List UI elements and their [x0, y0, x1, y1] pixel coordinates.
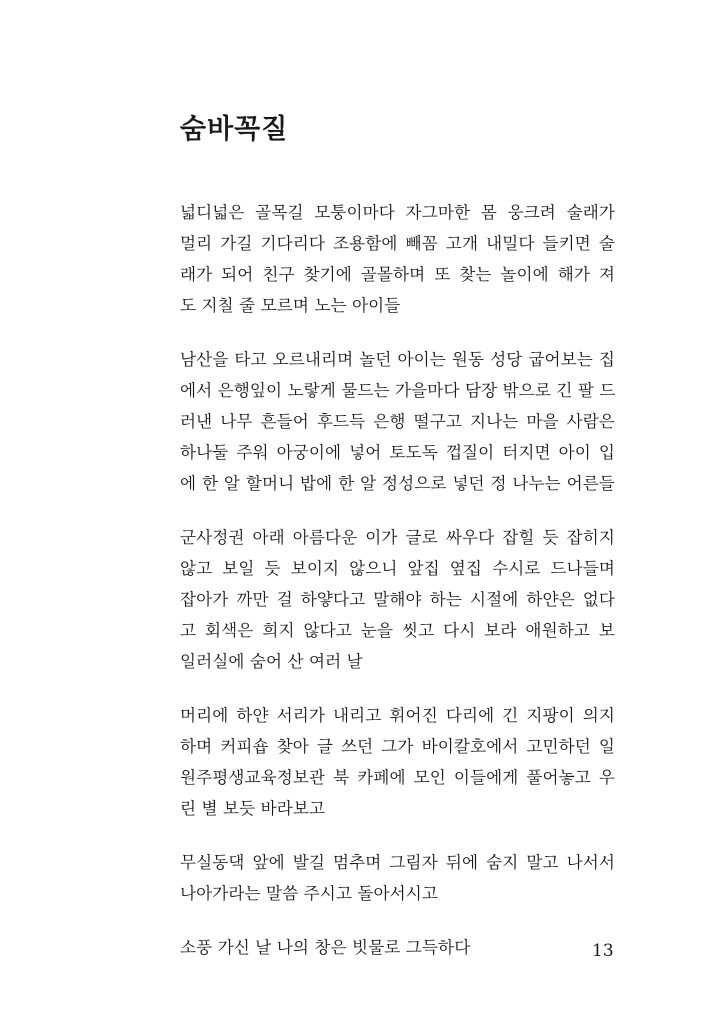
poem-line: 고 회색은 희지 않다고 눈을 씻고 다시 보라 애원하고 보 [180, 621, 615, 640]
poem-line: 넓디넓은 골목길 모퉁이마다 자그마한 몸 웅크려 술래가 [180, 203, 615, 222]
stanza [180, 344, 615, 499]
poem-title: 숨바꼭질 [180, 114, 289, 145]
stanza [180, 932, 615, 963]
poem-body [180, 197, 615, 986]
stanza [180, 847, 615, 909]
poem-line: 무실동댁 앞에 발길 멈추며 그림자 뒤에 숨지 말고 나서서 [180, 853, 615, 872]
poem-line: 소풍 가신 날 나의 창은 빗물로 그득하다 [180, 938, 471, 957]
poem-line: 하며 커피숍 찾아 글 쓰던 그가 바이칼호에서 고민하던 일 [180, 737, 615, 756]
poem-line: 잡아가 까만 걸 하얗다고 말해야 하는 시절에 하얀은 없다 [180, 590, 615, 609]
poem-line: 나아가라는 말씀 주시고 돌아서시고 [180, 884, 439, 903]
stanza [180, 700, 615, 824]
poem-line: 않고 보일 듯 보이지 않으니 앞집 옆집 수시로 드나들며 [180, 559, 615, 578]
poem-line: 일러실에 숨어 산 여러 날 [180, 652, 363, 671]
poem-line: 도 지칠 줄 모르며 노는 아이들 [180, 296, 401, 315]
stanza [180, 522, 615, 677]
poem-line: 래가 되어 친구 찾기에 골몰하며 또 찾는 놀이에 해가 져 [180, 265, 615, 284]
page-number: 13 [592, 941, 614, 961]
poem-line: 에서 은행잎이 노랗게 물드는 가을마다 담장 밖으로 긴 팔 드 [180, 381, 616, 400]
stanza [180, 197, 615, 321]
poem-line: 멀리 가길 기다리다 조용함에 빼꼼 고개 내밀다 들키면 술 [180, 234, 615, 253]
poem-line: 하나둘 주워 아궁이에 넣어 토도독 껍질이 터지면 아이 입 [180, 443, 615, 462]
poem-line: 머리에 하얀 서리가 내리고 휘어진 다리에 긴 지팡이 의지 [180, 706, 615, 725]
poem-line: 에 한 알 할머니 밥에 한 알 정성으로 넣던 정 나누는 어른들 [180, 474, 615, 493]
poem-line: 남산을 타고 오르내리며 놀던 아이는 원동 성당 굽어보는 집 [180, 350, 615, 369]
poem-line: 군사정권 아래 아름다운 이가 글로 싸우다 잡힐 듯 잡히지 [180, 528, 615, 547]
poem-line: 린 별 보듯 바라보고 [180, 799, 326, 818]
poem-line: 러낸 나무 흔들어 후드득 은행 떨구고 지나는 마을 사람은 [180, 412, 615, 431]
poem-line: 원주평생교육정보관 북 카페에 모인 이들에게 풀어놓고 우 [180, 768, 615, 787]
